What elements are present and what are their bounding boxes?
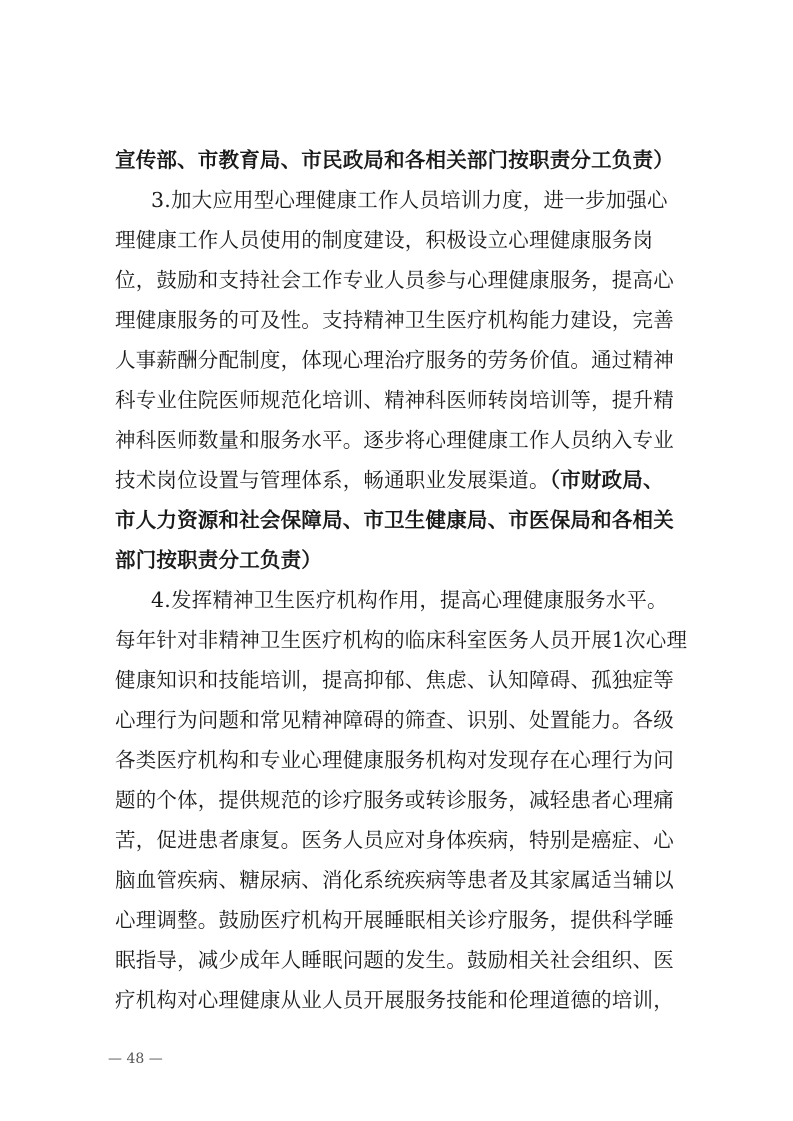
text-segment: 4.发挥精神卫生医疗机构作用，提高心理健康服务水平。 [151, 588, 668, 612]
text-segment: 题的个体，提供规范的诊疗服务或转诊服务，减轻患者心理痛 [115, 788, 674, 812]
text-line [115, 982, 710, 1019]
text-segment: 心理行为问题和常见精神障碍的筛查、识别、处置能力。各级 [115, 708, 674, 732]
text-line [115, 822, 710, 859]
text-line [115, 782, 710, 819]
text-line [115, 742, 710, 779]
text-line [115, 422, 710, 459]
text-line [115, 502, 710, 539]
responsible-departments-text: 部门按职责分工负责） [115, 548, 322, 572]
paragraph-4-first-line [151, 582, 710, 619]
text-segment: 苦，促进患者康复。医务人员应对身体疾病，特别是癌症、心 [115, 828, 674, 852]
text-segment: 3.加大应用型心理健康工作人员培训力度，进一步加强心 [151, 188, 668, 212]
text-segment: 心理调整。鼓励医疗机构开展睡眠相关诊疗服务，提供科学睡 [115, 908, 674, 932]
text-segment: 神科医师数量和服务水平。逐步将心理健康工作人员纳入专业 [115, 428, 674, 452]
text-segment: 科专业住院医师规范化培训、精神科医师转岗培训等，提升精 [115, 388, 674, 412]
text-segment: 技术岗位设置与管理体系，畅通职业发展渠道。 [115, 468, 550, 492]
text-segment: 眠指导，减少成年人睡眠问题的发生。鼓励相关社会组织、医 [115, 948, 674, 972]
text-segment: 脑血管疾病、糖尿病、消化系统疾病等患者及其家属适当辅以 [115, 868, 674, 892]
text-line [115, 382, 710, 419]
responsible-departments-text: 宣传部、市教育局、市民政局和各相关部门按职责分工负责） [115, 148, 674, 172]
text-segment: 疗机构对心理健康从业人员开展服务技能和伦理道德的培训， [115, 988, 674, 1012]
text-line [115, 262, 710, 299]
text-line [115, 342, 710, 379]
text-segment: 位，鼓励和支持社会工作专业人员参与心理健康服务，提高心 [115, 268, 674, 292]
text-line [115, 462, 710, 499]
text-line [115, 662, 710, 699]
text-segment: 健康知识和技能培训，提高抑郁、焦虑、认知障碍、孤独症等 [115, 668, 674, 692]
text-segment: 各类医疗机构和专业心理健康服务机构对发现存在心理行为问 [115, 748, 674, 772]
text-segment: 每年针对非精神卫生医疗机构的临床科室医务人员开展1次心理 [115, 628, 688, 652]
text-line [115, 222, 710, 259]
text-line [115, 902, 710, 939]
text-segment: 理健康服务的可及性。支持精神卫生医疗机构能力建设，完善 [115, 308, 674, 332]
text-segment: 人事薪酬分配制度，体现心理治疗服务的劳务价值。通过精神 [115, 348, 674, 372]
page-number: — 48 — [108, 1051, 163, 1067]
text-line [115, 142, 710, 179]
text-line [115, 942, 710, 979]
text-line [115, 702, 710, 739]
responsible-departments-text: （市财政局、 [549, 468, 664, 492]
text-line [115, 542, 710, 579]
text-line [115, 302, 710, 339]
text-line [115, 862, 710, 899]
text-line [115, 622, 710, 659]
paragraph-3-first-line [151, 182, 710, 219]
responsible-departments-text: 市人力资源和社会保障局、市卫生健康局、市医保局和各相关 [115, 508, 674, 532]
text-segment: 理健康工作人员使用的制度建设，积极设立心理健康服务岗 [115, 228, 654, 252]
